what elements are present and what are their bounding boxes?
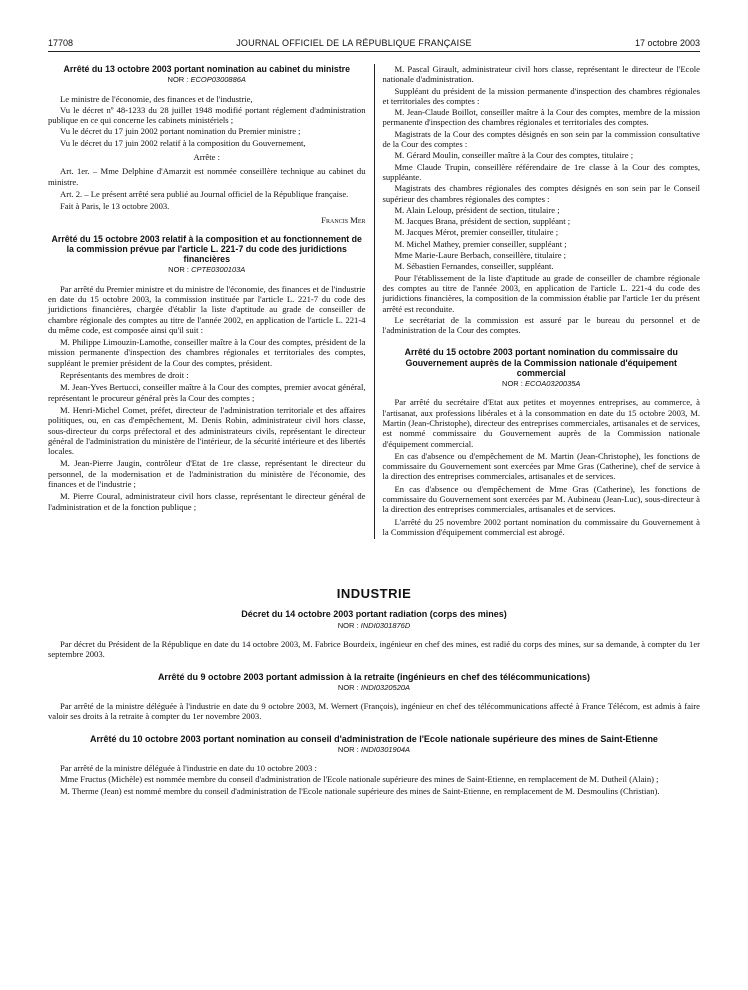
paragraph: Mme Fructus (Michèle) est nommée membre du conseil d'administration de l'Ecole nationale supérieure des mines de Saint-Etienne, en remplacement de M. Dutheil (Alain) ;: [60, 774, 659, 785]
article-title: Arrêté du 15 octobre 2003 portant nomination du commissaire du Gouvernement auprès de la Commission nationale d'équipement commercial: [404, 347, 678, 378]
paragraph: Magistrats de la Cour des comptes désignés en son sein par la commission consultative de la Cour des comptes :: [382, 128, 700, 150]
paragraph: Par arrêté de la ministre déléguée à l'industrie en date du 10 octobre 2003 :: [60, 763, 317, 774]
paragraph: M. Jean-Yves Bertucci, conseiller maître à la Cour des comptes, premier avocat général, représentant le procureur général près la Cour des comptes ;: [48, 382, 366, 403]
paragraph: Le secrétariat de la commission est assuré par le bureau du personnel et de l'administration de la Cour des comptes.: [382, 314, 700, 336]
arrete-heading: Arrête :: [193, 151, 220, 162]
paragraph: M. Pierre Coural, administrateur civil hors classe, représentant le directeur général de l'administration et de la fonction publique ;: [48, 491, 366, 512]
paragraph: Par arrêté du secrétaire d'Etat aux petites et moyennes entreprises, au commerce, à l'artisanat, aux professions libérales et à la consommation en date du 15 octobre 2003, M. Martin (Jean-Christophe), directeur des entreprises commerciales, artisanales et de services, est nommé commissaire du Gouvernement auprès de la Commission nationale d'équipement commercial.: [382, 397, 700, 449]
article-title: Décret du 14 octobre 2003 portant radiation (corps des mines): [241, 609, 507, 620]
paragraph: Vu le décret du 17 juin 2002 portant nomination du Premier ministre ;: [60, 126, 301, 137]
publication-date: 17 octobre 2003: [634, 38, 700, 48]
paragraph: En cas d'absence ou d'empêchement de M. Martin (Jean-Christophe), les fonctions de commissaire du Gouvernement sont exercées par Mme Gras (Catherine), chef de service à la direction des entreprises commerciales, artisanales et de services.: [382, 450, 700, 482]
paragraph: M. Jacques Mérot, premier conseiller, titulaire ;: [394, 227, 559, 238]
article-title: Arrêté du 13 octobre 2003 portant nomination au cabinet du ministre: [63, 64, 350, 74]
page-header: [48, 38, 700, 52]
right-column: [374, 64, 701, 539]
nor-reference: NOR : INDI0301876D: [337, 620, 411, 630]
nor-reference: NOR : INDI0320520A: [337, 682, 411, 692]
paragraph: M. Pascal Girault, administrateur civil hors classe, représentant le directeur de l'Ecole nationale d'administration.: [382, 64, 700, 85]
article-title: Arrêté du 15 octobre 2003 relatif à la composition et au fonctionnement de la commission prévue par l'article L. 221-7 du code des juridictions financières: [51, 233, 362, 265]
nor-reference: NOR : CPTE0300103A: [168, 265, 246, 275]
paragraph: M. Jean-Pierre Jaugin, contrôleur d'Etat de 1re classe, représentant le directeur du personnel, de la modernisation et de l'administration du ministère de l'économie, des finances et de l'industrie ;: [48, 458, 366, 490]
section-heading: INDUSTRIE: [336, 586, 412, 602]
paragraph: Le ministre de l'économie, des finances et de l'industrie,: [60, 93, 253, 104]
article-1: Art. 1er. – Mme Delphine d'Amarzit est nommée conseillère technique au cabinet du ministre.: [48, 166, 366, 187]
paragraph: M. Alain Leloup, président de section, titulaire ;: [394, 204, 560, 215]
paragraph: M. Philippe Limouzin-Lamothe, conseiller maître à la Cour des comptes, président de la mission permanente d'inspection des chambres régionales et territoriales des comptes, suppléant le premier président de la Cour des comptes, président.: [48, 337, 366, 368]
nor-reference: NOR : ECOA0320035A: [502, 379, 581, 389]
nor-reference: NOR : INDI0301904A: [337, 744, 411, 754]
paragraph: M. Gérard Moulin, conseiller maître à la Cour des comptes, titulaire ;: [394, 150, 634, 161]
paragraph: Magistrats des chambres régionales des comptes désignés en son sein par le Conseil supérieur des chambres régionales des comptes :: [382, 183, 700, 204]
article-title: Arrêté du 10 octobre 2003 portant nomination au conseil d'administration de l'Ecole nationale supérieure des mines de Saint-Etienne: [90, 733, 658, 744]
paragraph: M. Michel Mathey, premier conseiller, suppléant ;: [394, 238, 567, 249]
paragraph: M. Therme (Jean) est nommé membre du conseil d'administration de l'Ecole nationale supérieure des mines de Saint-Etienne, en remplacement de M. Desmoulins (Christian).: [60, 785, 660, 796]
page-number: 17708: [48, 38, 74, 48]
paragraph: M. Sébastien Fernandes, conseiller, suppléant.: [394, 261, 554, 272]
journal-title: JOURNAL OFFICIEL DE LA RÉPUBLIQUE FRANÇAISE: [236, 38, 472, 48]
paragraph: En cas d'absence ou d'empêchement de Mme Gras (Catherine), les fonctions de commissaire du Gouvernement sont exercées par M. Aubineau (Jean-Luc), sous-directeur à la direction des entreprises commerciales, artisanales et de services.: [382, 483, 700, 515]
industrie-section: [48, 586, 700, 796]
paragraph: L'arrêté du 25 novembre 2002 portant nomination du commissaire du Gouvernement à la Commission d'équipement commercial est abrogé.: [382, 516, 700, 537]
article-title: Arrêté du 9 octobre 2003 portant admission à la retraite (ingénieurs en chef des télécommunications): [157, 671, 591, 682]
paragraph: Par décret du Président de la République en date du 14 octobre 2003, M. Fabrice Bourdeix, ingénieur en chef des mines, est radié du corps des mines, sur sa demande, à compter du 1er septembre 2003.: [48, 638, 700, 660]
journal-page: [48, 38, 700, 797]
paragraph: Suppléant du président de la mission permanente d'inspection des chambres régionales et territoriales des comptes :: [382, 85, 700, 106]
paragraph: Mme Claude Trupin, conseillère référendaire de 1re classe à la Cour des comptes, suppléante.: [382, 161, 700, 182]
paragraph: Vu le décret nº 48-1233 du 28 juillet 1948 modifié portant réglement d'administration publique en ce qui concerne les cabinets ministériels ;: [48, 104, 366, 126]
two-column-body: [48, 64, 700, 539]
nor-reference: NOR : ECOP0300886A: [167, 75, 246, 85]
paragraph: Mme Marie-Laure Berbach, conseillère, titulaire ;: [394, 250, 567, 261]
paragraph: M. Jean-Claude Boillot, conseiller maître à la Cour des comptes, membre de la mission permanente d'inspection des chambres régionales et territoriales des comptes.: [382, 107, 700, 128]
signatory: Francis Mer: [321, 215, 366, 226]
signature-place-date: Fait à Paris, le 13 octobre 2003.: [60, 201, 170, 212]
paragraph: Par arrêté du Premier ministre et du ministre de l'économie, des finances et de l'industrie en date du 15 octobre 2003, la commission instituée par l'article L. 221-7 du code des juridictions financières, chargée d'établir la liste d'aptitude au grade de conseiller de chambre régionale des comptes au titre de l'année 2002, en application de l'article L. 221-4 du même code, est composée ainsi qu'il suit :: [48, 283, 366, 335]
paragraph: Par arrêté de la ministre déléguée à l'industrie en date du 9 octobre 2003, M. Wernert (François), ingénieur en chef des télécommunications affecté à France Télécom, est admis à faire valoir ses droits à la retraite à compter du 1er novembre 2003.: [48, 701, 700, 722]
paragraph: Pour l'établissement de la liste d'aptitude au grade de conseiller de chambre régionale des comptes au titre de l'année 2003, en application de l'article L. 221-4 du code des juridictions financières, la composition de la commission établie par l'article 1er du présent arrêté est reconduite.: [382, 272, 700, 314]
paragraph: M. Jacques Brana, président de section, suppléant ;: [394, 216, 571, 227]
paragraph: M. Henri-Michel Comet, préfet, directeur de l'administration territoriale et des affaires politiques, ou, en cas d'empêchement, M. Denis Robin, administrateur civil hors classe, sous-directeur du corps préfectoral et des administrateurs civils, représentant le directeur général de l'administration du ministère de l'intérieur, de la sécurité intérieure et des libertés locales.: [48, 404, 366, 457]
paragraph: Vu le décret du 17 juin 2002 relatif à la composition du Gouvernement,: [60, 137, 306, 148]
paragraph: Représentants des membres de droit :: [60, 370, 189, 381]
article-2: Art. 2. – Le présent arrêté sera publié au Journal officiel de la République française.: [60, 188, 349, 199]
left-column: [48, 64, 374, 539]
